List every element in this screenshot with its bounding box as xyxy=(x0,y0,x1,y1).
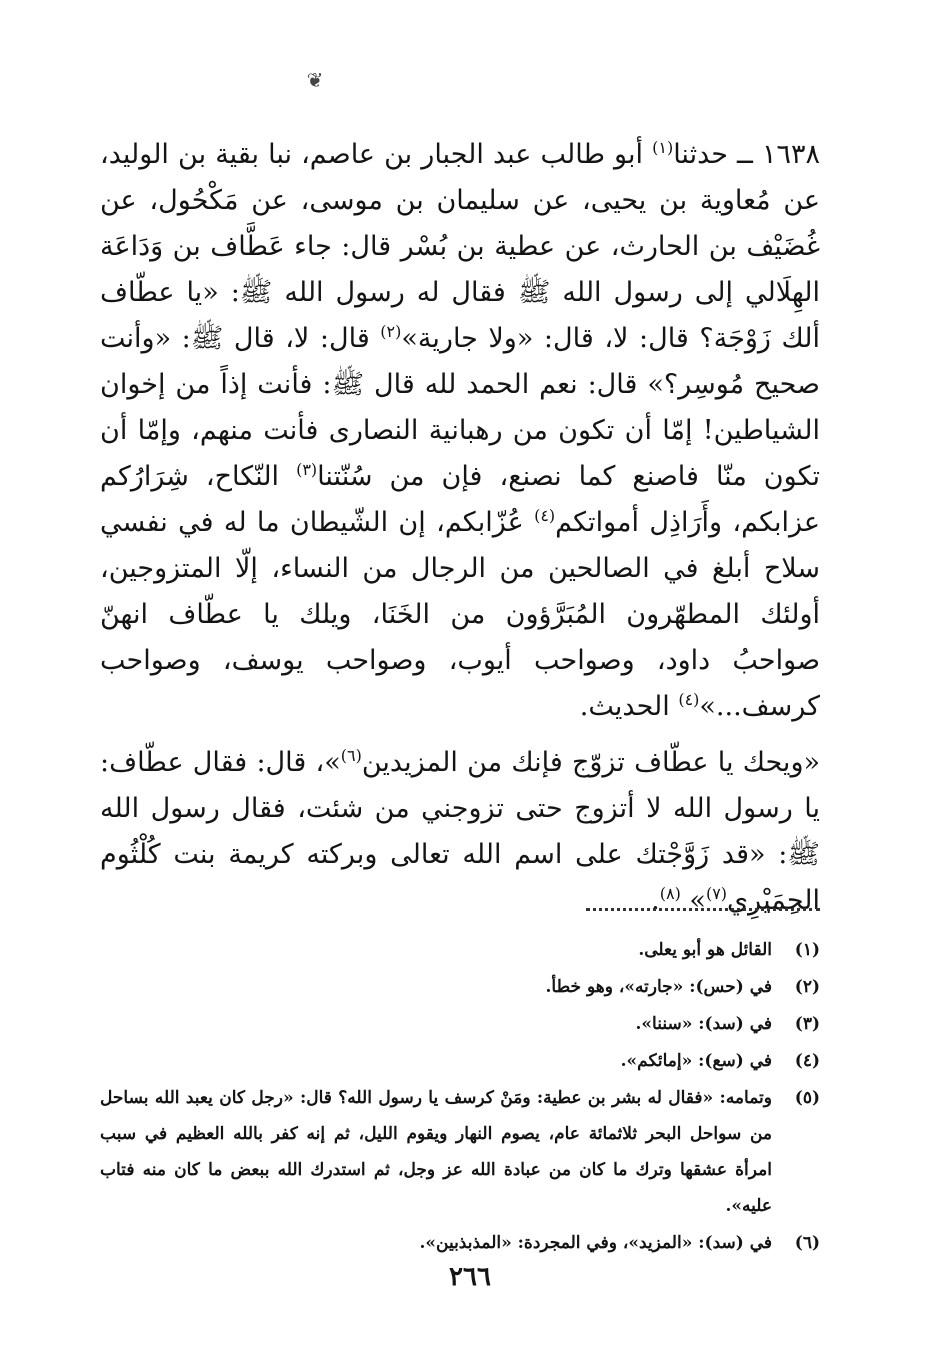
footnotes xyxy=(100,932,820,1262)
footnote xyxy=(100,1006,820,1042)
footnote-text: في (سع): «إمائكم». xyxy=(620,1051,772,1071)
footnote-marker: (١) xyxy=(652,138,674,157)
ornament-mark: ❦ xyxy=(306,68,324,92)
footnote-marker: (٧) xyxy=(705,884,728,903)
footnote xyxy=(100,932,820,968)
footnote-text: في (سد): «سننا». xyxy=(635,1014,772,1034)
footnote-text: وتمامه: «فقال له بشر بن عطية: ومَنْ كرسف يا رسول الله؟ قال: «رجل كان يعبد الله بساحل من سواحل البحر ثلاثمائة عام، يصوم النهار ويقوم الليل، ثم إنه كفر بالله العظيم في سبب امرأة عشقها وترك ما كان من عبادة الله عز وجل، ثم استدرك الله ببعض ما كان منه فتاب عليه». xyxy=(100,1088,772,1216)
footnote xyxy=(100,969,820,1005)
footnote xyxy=(100,1043,820,1079)
footnote-marker: (٢) xyxy=(380,322,402,341)
text-run: «ويحك يا عطّاف تزوّج فإنك من المزيدين xyxy=(361,747,820,778)
text-run: » xyxy=(680,885,706,916)
text-run: الحديث. xyxy=(579,691,679,722)
text-run: قال: لا، قال ﷺ: «وأنت صحيح مُوسِر؟» قال: نعم الحمد لله قال ﷺ: فأنت إذاً من إخوان الشياطين! إمّا أن تكون من رهبانية النصارى فأنت منهم، وإمّا أن تكون منّا فاصنع كما نصنع، فإن من سُنّتنا xyxy=(100,323,820,492)
footnote-number: (٤) xyxy=(794,1051,820,1071)
text-run: النّكاح، شِرَارُكم عزابكم، وأَرَاذِل أمواتكم xyxy=(100,461,821,538)
footnote-marker: (٨) xyxy=(659,884,681,903)
text-run: عُزّابكم، إن الشّيطان ما له في نفسي سلاح أبلغ في الصالحين من الرجال من النساء، إلّا المتزوجين، أولئك المطهّرون المُبَرَّؤون من الخَنَا، ويلك يا عطّاف انهنّ صواحبُ داود، وصواحب أيوب، وصواحب يوسف، وصواحب كرسف...» xyxy=(100,507,820,722)
footnote-marker: (٣) xyxy=(296,460,318,479)
footnote-number: (٥) xyxy=(794,1088,820,1108)
text-run: أبو طالب عبد الجبار بن عاصم، نبا بقية بن الوليد، عن مُعاوية بن يحيى، عن سليمان بن موسى، عن مَكْحُول، عن غُضَيْف بن الحارث، عن عطية بن بُسْر قال: جاء عَطَّاف بن وَدَاعَة الهِلَالي إلى رسول الله ﷺ فقال له رسول الله ﷺ: «يا عطّاف ألك زَوْجَة؟ قال: لا، قال: «ولا جارية» xyxy=(100,139,821,354)
hadith-paragraph xyxy=(100,132,820,730)
text-run: . xyxy=(651,885,660,916)
text-run: ١٦٣٨ ــ حدثنا xyxy=(673,139,820,170)
footnote-number: (١) xyxy=(794,940,820,960)
footnote-number: (٢) xyxy=(794,977,820,997)
footnote-marker: (٤) xyxy=(534,506,556,525)
footnote-separator xyxy=(586,908,820,917)
footnote-text: في (سد): «المزيد»، وفي المجردة: «المذبذبين». xyxy=(419,1233,772,1253)
footnote-text: في (حس): «جارته»، وهو خطأ. xyxy=(545,977,772,997)
text-run: »، قال: فقال عطّاف: يا رسول الله لا أتزوج حتى تزوجني من شئت، فقال رسول الله ﷺ: «قد زَوَّجْتك على اسم الله تعالى وبركته كريمة بنت كُلْثُوم الحِمَيْرِي xyxy=(100,747,820,916)
footnote-number: (٣) xyxy=(794,1014,820,1034)
footnote xyxy=(100,1225,820,1261)
footnote xyxy=(100,1080,820,1224)
page-number: ٢٦٦ xyxy=(449,1262,491,1292)
footnote-text: القائل هو أبو يعلى. xyxy=(638,940,772,960)
hadith-paragraph xyxy=(100,740,820,924)
main-text xyxy=(100,132,820,934)
footnote-marker: (٤) xyxy=(678,690,700,709)
footnote-number: (٦) xyxy=(794,1233,820,1253)
footnote-marker: (٦) xyxy=(340,746,362,765)
